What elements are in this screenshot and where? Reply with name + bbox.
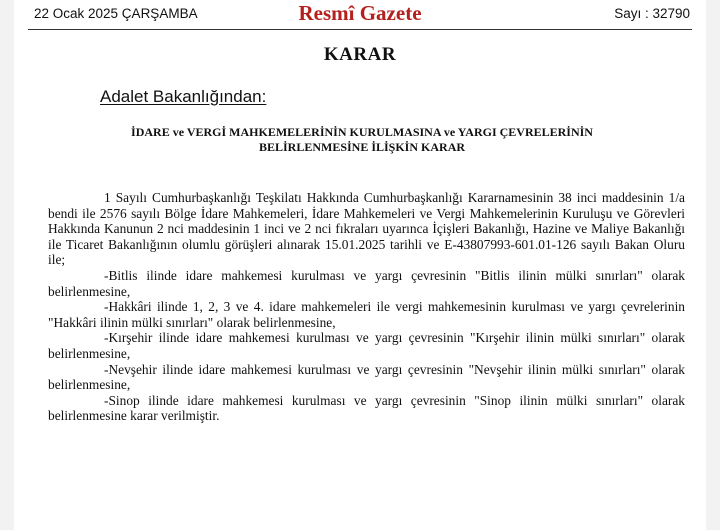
left-margin	[0, 0, 14, 530]
body-paragraph: -Hakkâri ilinde 1, 2, 3 ve 4. idare mahkemeleri ile vergi mahkemesinin kurulması ve yargı çevrelerinin "Hakkâri ilinin mülki sınırları" olarak belirlenmesine,	[48, 299, 685, 330]
right-margin	[706, 0, 720, 530]
ministry-name: Adalet Bakanlığından:	[100, 87, 267, 106]
body-paragraph: -Kırşehir ilinde idare mahkemesi kurulması ve yargı çevresinin "Kırşehir ilinin mülki sınırları" olarak belirlenmesine,	[48, 330, 685, 361]
issue-number: Sayı : 32790	[614, 6, 690, 21]
header-divider	[28, 29, 692, 30]
body-paragraph: -Sinop ilinde idare mahkemesi kurulması ve yargı çevresinin "Sinop ilinin mülki sınırları" olarak belirlenmesine karar verilmiştir.	[48, 392, 685, 424]
body-paragraph: 1 Sayılı Cumhurbaşkanlığı Teşkilatı Hakkında Cumhurbaşkanlığı Kararnamesinin 38 inci maddesinin 1/a bendi ile 2576 sayılı Bölge İdare Mahkemeleri, İdare Mahkemeleri ve Vergi Mahkemelerinin Kuruluşu ve Görevleri Hakkında Kanunun 2 nci maddesinin 1 inci ve 2 nci fıkraları uyarınca İçişleri Bakanlığı, Hazine ve Maliye Bakanlığı ile Ticaret Bakanlığının olumlu görüşleri alınarak 15.01.2025 tarihli ve E-43807993-601.01-126 sayılı Bakan Oluru ile;	[48, 190, 685, 268]
decision-body	[48, 190, 685, 424]
gazette-page	[14, 0, 706, 530]
gazette-title: Resmî Gazete	[298, 1, 422, 25]
section-title: KARAR	[323, 44, 397, 65]
decision-title-line-2: BELİRLENMESİNE İLİŞKİN KARAR	[258, 140, 466, 154]
header-date: 22 Ocak 2025 ÇARŞAMBA	[34, 6, 198, 21]
decision-title	[44, 125, 680, 155]
body-paragraph: -Nevşehir ilinde idare mahkemesi kurulması ve yargı çevresinin "Nevşehir ilinin mülki sınırları" olarak belirlenmesine,	[48, 361, 685, 393]
body-paragraph: -Bitlis ilinde idare mahkemesi kurulması ve yargı çevresinin "Bitlis ilinin mülki sınırları" olarak belirlenmesine,	[48, 267, 685, 299]
gazette-header	[14, 0, 706, 28]
decision-title-line-1: İDARE ve VERGİ MAHKEMELERİNİN KURULMASINA ve YARGI ÇEVRELERİNİN	[131, 125, 593, 139]
